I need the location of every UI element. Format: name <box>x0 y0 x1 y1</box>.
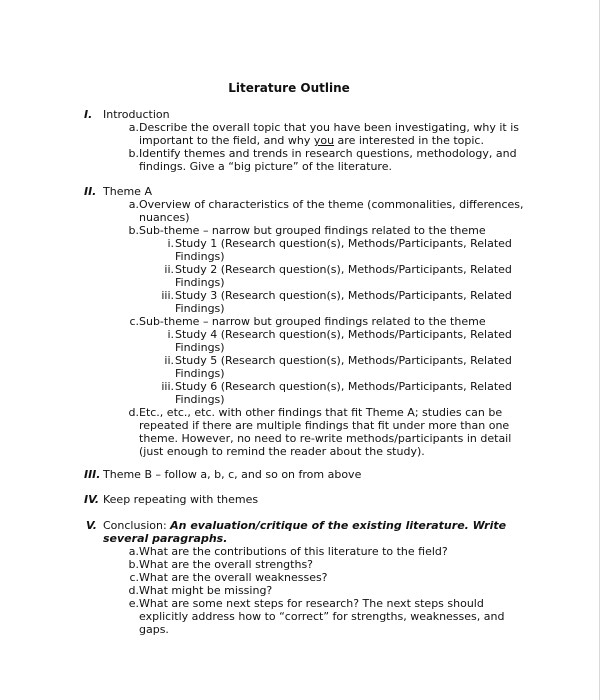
conclusion-heading: Conclusion: An evaluation/critique of the existing literature. Write several paragraphs. <box>103 519 507 545</box>
sub-item-label: i. <box>167 237 174 250</box>
item-text: What are the overall weaknesses? <box>139 571 328 584</box>
sub-list <box>84 237 544 315</box>
section-number: V. <box>86 519 97 532</box>
list-item <box>84 558 544 571</box>
sub-item-label: i. <box>167 328 174 341</box>
list-item <box>84 147 544 173</box>
item-label: b. <box>128 147 139 160</box>
section-number: II. <box>84 185 97 198</box>
item-label: d. <box>128 406 139 419</box>
list-item <box>84 224 544 315</box>
item-text: Describe the overall topic that you have been investigating, why it is important to the field, and why you are interested in the topic. <box>139 121 519 147</box>
conclusion-emphasis: An evaluation/critique of the existing literature. Write several paragraphs. <box>103 519 507 545</box>
list-item <box>84 315 544 406</box>
item-text: Overview of characteristics of the theme (commonalities, differences, nuances) <box>139 198 524 224</box>
sub-item-label: iii. <box>161 289 174 302</box>
section-number: I. <box>84 108 93 121</box>
list-item <box>84 584 544 597</box>
sub-item-text: Study 3 (Research question(s), Methods/Participants, Related Findings) <box>175 289 512 315</box>
list-item <box>84 121 544 147</box>
sub-item-text: Study 6 (Research question(s), Methods/Participants, Related Findings) <box>175 380 512 406</box>
section-heading: Introduction <box>103 108 170 121</box>
page-title: Literature Outline <box>228 81 350 95</box>
item-text: What are the overall strengths? <box>139 558 314 571</box>
sub-item-text: Study 2 (Research question(s), Methods/Participants, Related Findings) <box>175 263 512 289</box>
sub-item-text: Study 4 (Research question(s), Methods/Participants, Related Findings) <box>175 328 512 354</box>
item-label: d. <box>128 584 139 597</box>
section-heading: Theme A <box>103 185 152 198</box>
section-heading: Keep repeating with themes <box>103 493 259 506</box>
section-heading: Theme B – follow a, b, c, and so on from above <box>103 468 362 481</box>
section-number: IV. <box>84 493 100 506</box>
item-text: What might be missing? <box>139 584 273 597</box>
sub-item <box>84 237 544 263</box>
item-label: a. <box>128 545 139 558</box>
item-label: a. <box>128 121 139 134</box>
item-label: e. <box>128 597 139 610</box>
sub-item-text: Study 1 (Research question(s), Methods/Participants, Related Findings) <box>175 237 512 263</box>
list-item <box>84 545 544 558</box>
underlined-word: you <box>313 134 335 147</box>
item-text: What are the contributions of this literature to the field? <box>139 545 448 558</box>
sub-list <box>84 328 544 406</box>
sub-item <box>84 263 544 289</box>
section-number: III. <box>84 468 101 481</box>
item-label: c. <box>129 315 139 328</box>
list-item <box>84 406 544 458</box>
sub-item <box>84 354 544 380</box>
item-text: Sub-theme – narrow but grouped findings related to the theme <box>139 315 486 328</box>
item-label: b. <box>128 224 139 237</box>
item-label: b. <box>128 558 139 571</box>
item-text: Identify themes and trends in research questions, methodology, and findings. Give a “big picture” of the literature. <box>139 147 517 173</box>
sub-item-text: Study 5 (Research question(s), Methods/Participants, Related Findings) <box>175 354 512 380</box>
list-item <box>84 198 544 224</box>
sub-item <box>84 328 544 354</box>
sub-item-label: ii. <box>164 354 174 367</box>
item-text: Etc., etc., etc. with other findings that fit Theme A; studies can be repeated if there are multiple findings that fit under more than one theme. However, no need to re-write methods/participants in detail (just enough to remind the reader about the study). <box>139 406 512 458</box>
sub-item-label: iii. <box>161 380 174 393</box>
list-item <box>84 571 544 584</box>
sub-item <box>84 380 544 406</box>
item-label: a. <box>128 198 139 211</box>
list-item <box>84 597 544 636</box>
sub-item <box>84 289 544 315</box>
item-text: Sub-theme – narrow but grouped findings related to the theme <box>139 224 486 237</box>
sub-item-label: ii. <box>164 263 174 276</box>
item-label: c. <box>129 571 139 584</box>
item-text: What are some next steps for research? The next steps should explicitly address how to “correct” for strengths, weaknesses, and gaps. <box>139 597 505 636</box>
